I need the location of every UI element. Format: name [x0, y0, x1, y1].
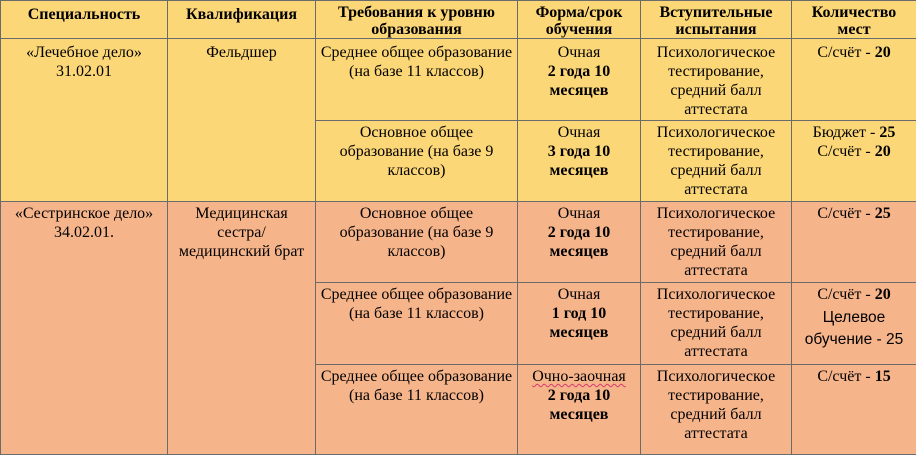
places-label: С/счёт - [817, 44, 874, 61]
exams-cell: Психологическое тестирование, средний балл аттестата [641, 121, 792, 202]
places-line [795, 43, 913, 62]
places-cell [792, 365, 916, 455]
places-value: 20 [875, 286, 891, 303]
header-places: Количество мест [792, 1, 916, 39]
places-value: 20 [875, 44, 891, 61]
qualification-cell: Фельдшер [168, 39, 316, 202]
header-form-duration: Форма/срок обучения [518, 1, 641, 39]
duration-text: 3 года 10 месяцев [521, 142, 637, 180]
places-label: С/счёт - [817, 205, 874, 222]
exams-cell: Психологическое тестирование, средний балл аттестата [641, 39, 792, 121]
requirements-cell: Основное общее образование (на базе 9 классов) [316, 121, 518, 202]
duration-text: 2 года 10 месяцев [521, 62, 637, 100]
table-row [1, 39, 916, 121]
header-requirements: Требования к уровню образования [316, 1, 518, 39]
form-text: Очная [521, 285, 637, 304]
places-line [795, 204, 913, 223]
exams-cell: Психологическое тестирование, средний балл аттестата [641, 283, 792, 365]
header-qualification: Квалификация [168, 1, 316, 39]
form-duration-cell [518, 283, 641, 365]
places-cell [792, 121, 916, 202]
places-label: С/счёт - [817, 143, 874, 160]
places-label: С/счёт - [817, 368, 874, 385]
form-text: Очная [521, 123, 637, 142]
exams-cell: Психологическое тестирование, средний балл аттестата [641, 202, 792, 283]
exams-cell: Психологическое тестирование, средний балл аттестата [641, 365, 792, 455]
form-duration-cell [518, 365, 641, 455]
specialty-cell: «Сестринское дело» 34.02.01. [1, 202, 168, 455]
form-text: Очная [521, 43, 637, 62]
requirements-cell: Среднее общее образование (на базе 11 классов) [316, 39, 518, 121]
requirements-cell: Основное общее образование (на базе 9 классов) [316, 202, 518, 283]
requirements-cell: Среднее общее образование (на базе 11 классов) [316, 283, 518, 365]
qualification-cell: Медицинская сестра/ медицинский брат [168, 202, 316, 455]
duration-text: 2 года 10 месяцев [521, 386, 637, 424]
form-text-spellcheck: Очно-заочная [532, 368, 626, 385]
places-line [795, 142, 913, 161]
form-duration-cell [518, 202, 641, 283]
places-value: 25 [879, 124, 895, 141]
places-cell [792, 39, 916, 121]
duration-text: 2 года 10 месяцев [521, 223, 637, 261]
header-row [1, 1, 916, 39]
places-note: Целевое обучение - 25 [795, 307, 913, 351]
places-line [795, 285, 913, 304]
header-exams: Вступительные испытания [641, 1, 792, 39]
table-row [1, 202, 916, 283]
places-label: Бюджет - [813, 124, 880, 141]
places-line [795, 367, 913, 386]
form-text [521, 367, 637, 386]
places-value: 15 [875, 368, 891, 385]
form-text: Очная [521, 204, 637, 223]
form-duration-cell [518, 121, 641, 202]
places-value: 20 [875, 143, 891, 160]
form-duration-cell [518, 39, 641, 121]
places-label: С/счёт - [817, 286, 874, 303]
places-value: 25 [875, 205, 891, 222]
specialty-cell: «Лечебное дело» 31.02.01 [1, 39, 168, 202]
header-specialty: Специальность [1, 1, 168, 39]
places-cell [792, 202, 916, 283]
places-line [795, 123, 913, 142]
requirements-cell: Среднее общее образование (на базе 11 классов) [316, 365, 518, 455]
places-cell [792, 283, 916, 365]
duration-text: 1 год 10 месяцев [521, 304, 637, 342]
